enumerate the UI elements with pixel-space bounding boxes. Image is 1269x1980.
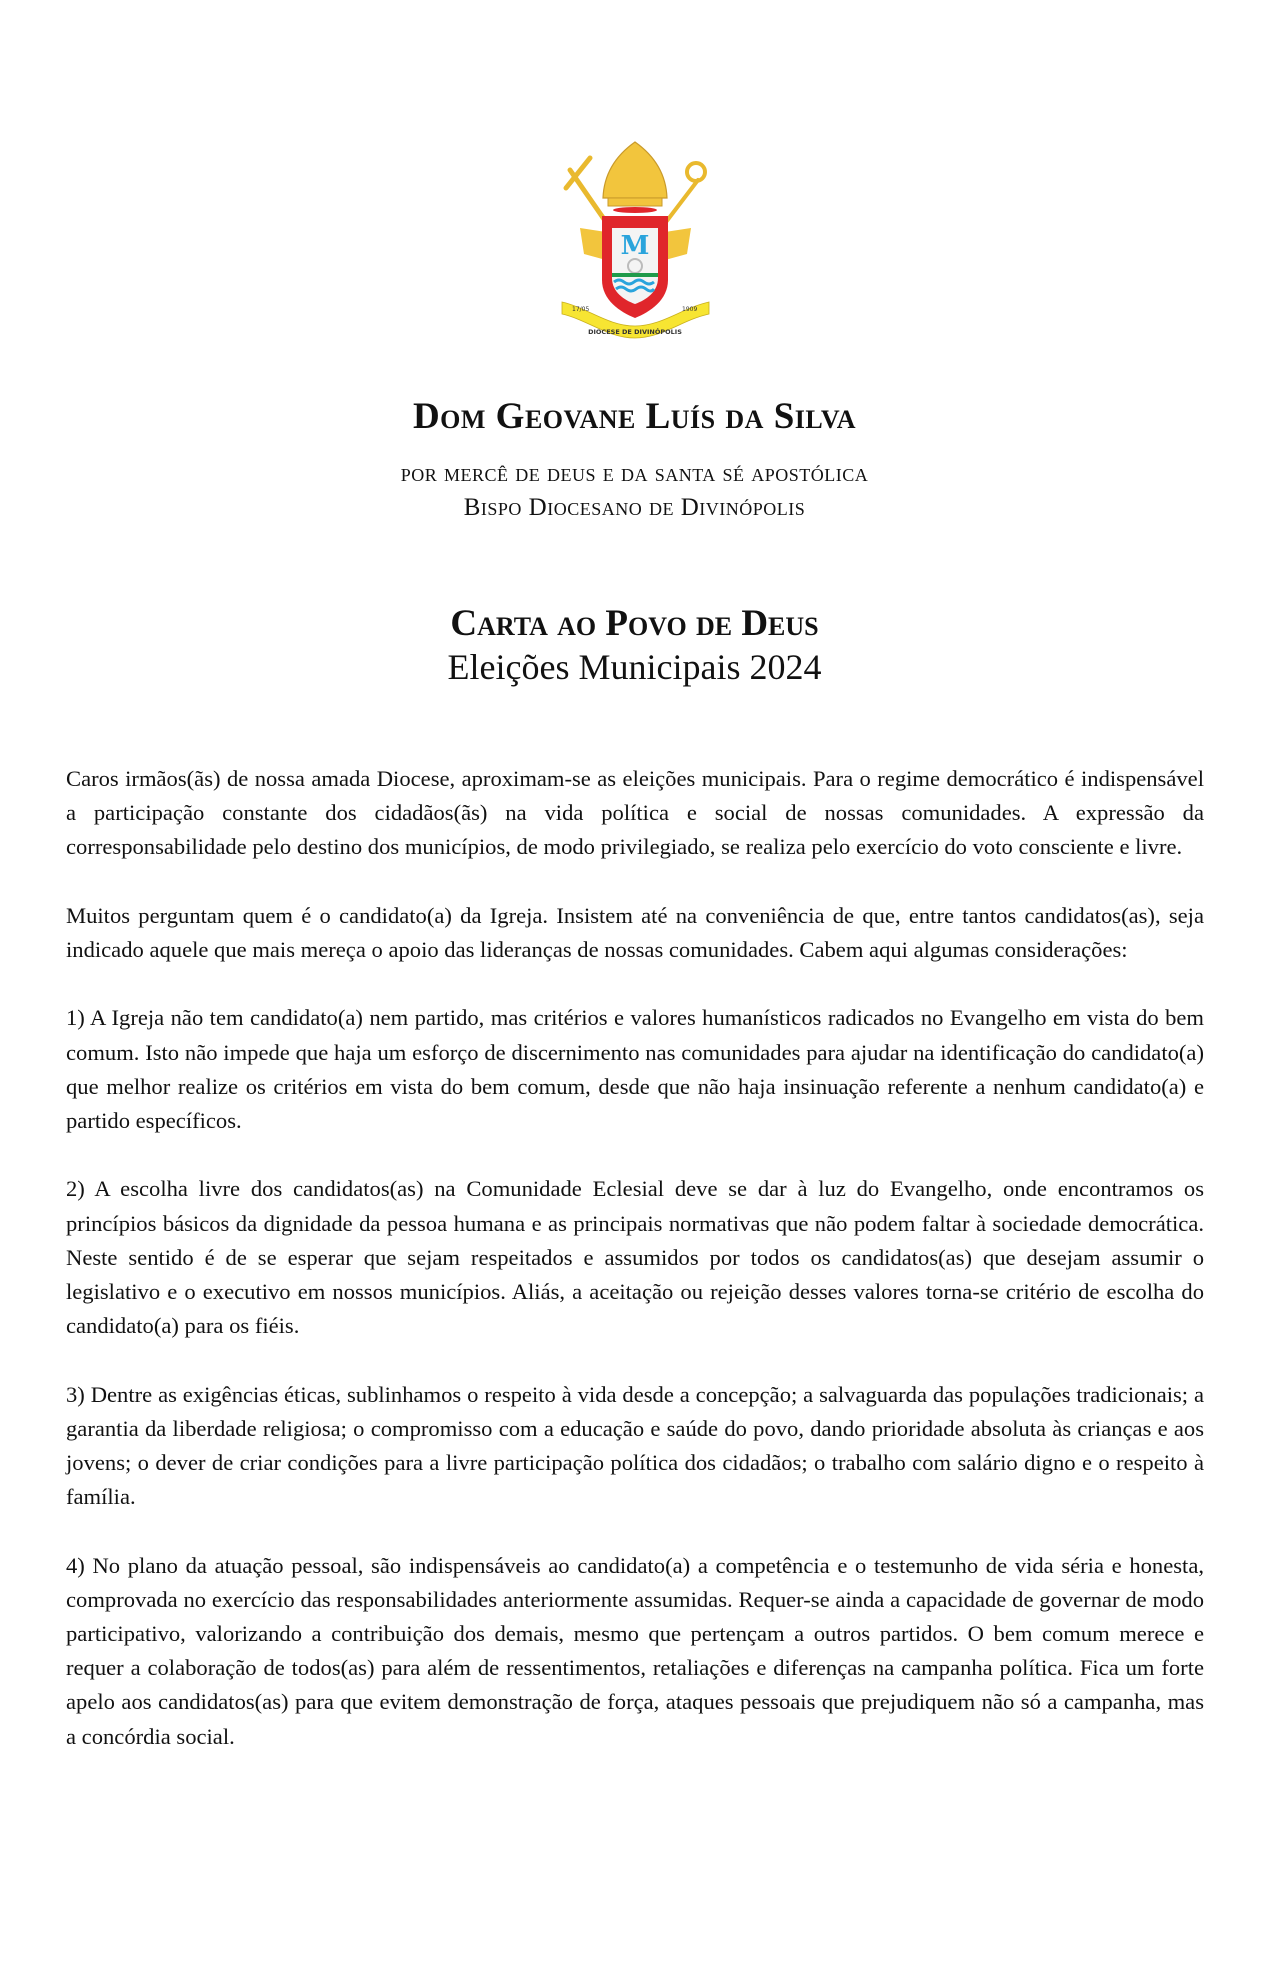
svg-text:M: M — [620, 231, 650, 261]
paragraph-point-3: 3) Dentre as exigências éticas, sublinhamos o respeito à vida desde a concepção; a salvaguarda das populações tradicionais; a garantia da liberdade religiosa; o compromisso com a educação e saúde do povo, dando prioridade absoluta às crianças e aos jovens; o dever de criar condições para a livre participação política dos cidadãos; o trabalho com salário digno e o respeito à família. — [66, 1381, 1204, 1510]
paragraph-question: Muitos perguntam quem é o candidato(a) da Igreja. Insistem até na conveniência de que, entre tantos candidatos(as), seja indicado aquele que mais mereça o apoio das lideranças de nossas comunidades. Cabem aqui algumas considerações: — [66, 902, 1204, 962]
crozier-icon — [666, 163, 705, 222]
diocese-coat-of-arms-icon — [558, 140, 713, 340]
letter-title: Carta ao Povo de Deus — [450, 603, 819, 644]
author-subtitle-line2: Bispo Diocesano de Divinópolis — [463, 494, 806, 521]
paragraph-point-1: 1) A Igreja não tem candidato(a) nem partido, mas critérios e valores humanísticos radicados no Evangelho em vista do bem comum. Isto não impede que haja um esforço de discernimento nas comunidades para ajudar na identificação do candidato(a) que melhor realize os critérios em vista do bem comum, desde que não haja insinuação referente a nenhum candidato(a) e partido específicos. — [66, 1005, 1204, 1133]
paragraph-intro: Caros irmãos(ãs) de nossa amada Diocese, aproximam-se as eleições municipais. Para o regime democrático é indispensável a participação constante dos cidadãos(ãs) na vida política e social de nossas comunidades. A expressão da corresponsabilidade pelo destino dos municípios, de modo privilegiado, se realiza pelo exercício do voto consciente e livre. — [66, 766, 1204, 860]
author-name: Dom Geovane Luís da Silva — [412, 396, 857, 437]
crest-date-right: 1909 — [682, 306, 698, 313]
mitre-icon — [603, 142, 667, 198]
letter-subtitle: Eleições Municipais 2024 — [447, 647, 822, 687]
paragraph-point-2: 2) A escolha livre dos candidatos(as) na Comunidade Eclesial deve se dar à luz do Evangelho, onde encontramos os princípios básicos da dignidade da pessoa humana e as principais normativas que não podem faltar à sociedade democrática. Neste sentido é de se esperar que sejam respeitados e assumidos por todos os candidatos(as) que desejam assumir o legislativo e o executivo em nossos municípios. Aliás, a aceitação ou rejeição desses valores torna-se critério de escolha do candidato(a) para os fiéis. — [66, 1176, 1204, 1339]
letter-body — [66, 762, 1204, 1788]
crest-motto: DIOCESE DE DIVINÓPOLIS — [588, 328, 682, 336]
processional-cross-icon — [566, 158, 606, 222]
author-subtitle-line1: por mercê de deus e da santa sé apostólica — [400, 460, 869, 487]
paragraph-point-4: 4) No plano da atuação pessoal, são indispensáveis ao candidato(a) a competência e o testemunho de vida séria e honesta, comprovada no exercício das responsabilidades anteriormente assumidas. Requer-se ainda a capacidade de governar de modo participativo, valorizando a contribuição dos demais, mesmo que pertençam a outros partidos. O bem comum merece e requer a colaboração de todos(as) para além de ressentimentos, retaliações e diferenças na campanha política. Fica um forte apelo aos candidatos(as) para que evitem demonstração de força, ataques pessoais que prejudiquem não só a campanha, mas a concórdia social. — [66, 1552, 1204, 1749]
crest-date-left: 17/05 — [572, 306, 590, 313]
